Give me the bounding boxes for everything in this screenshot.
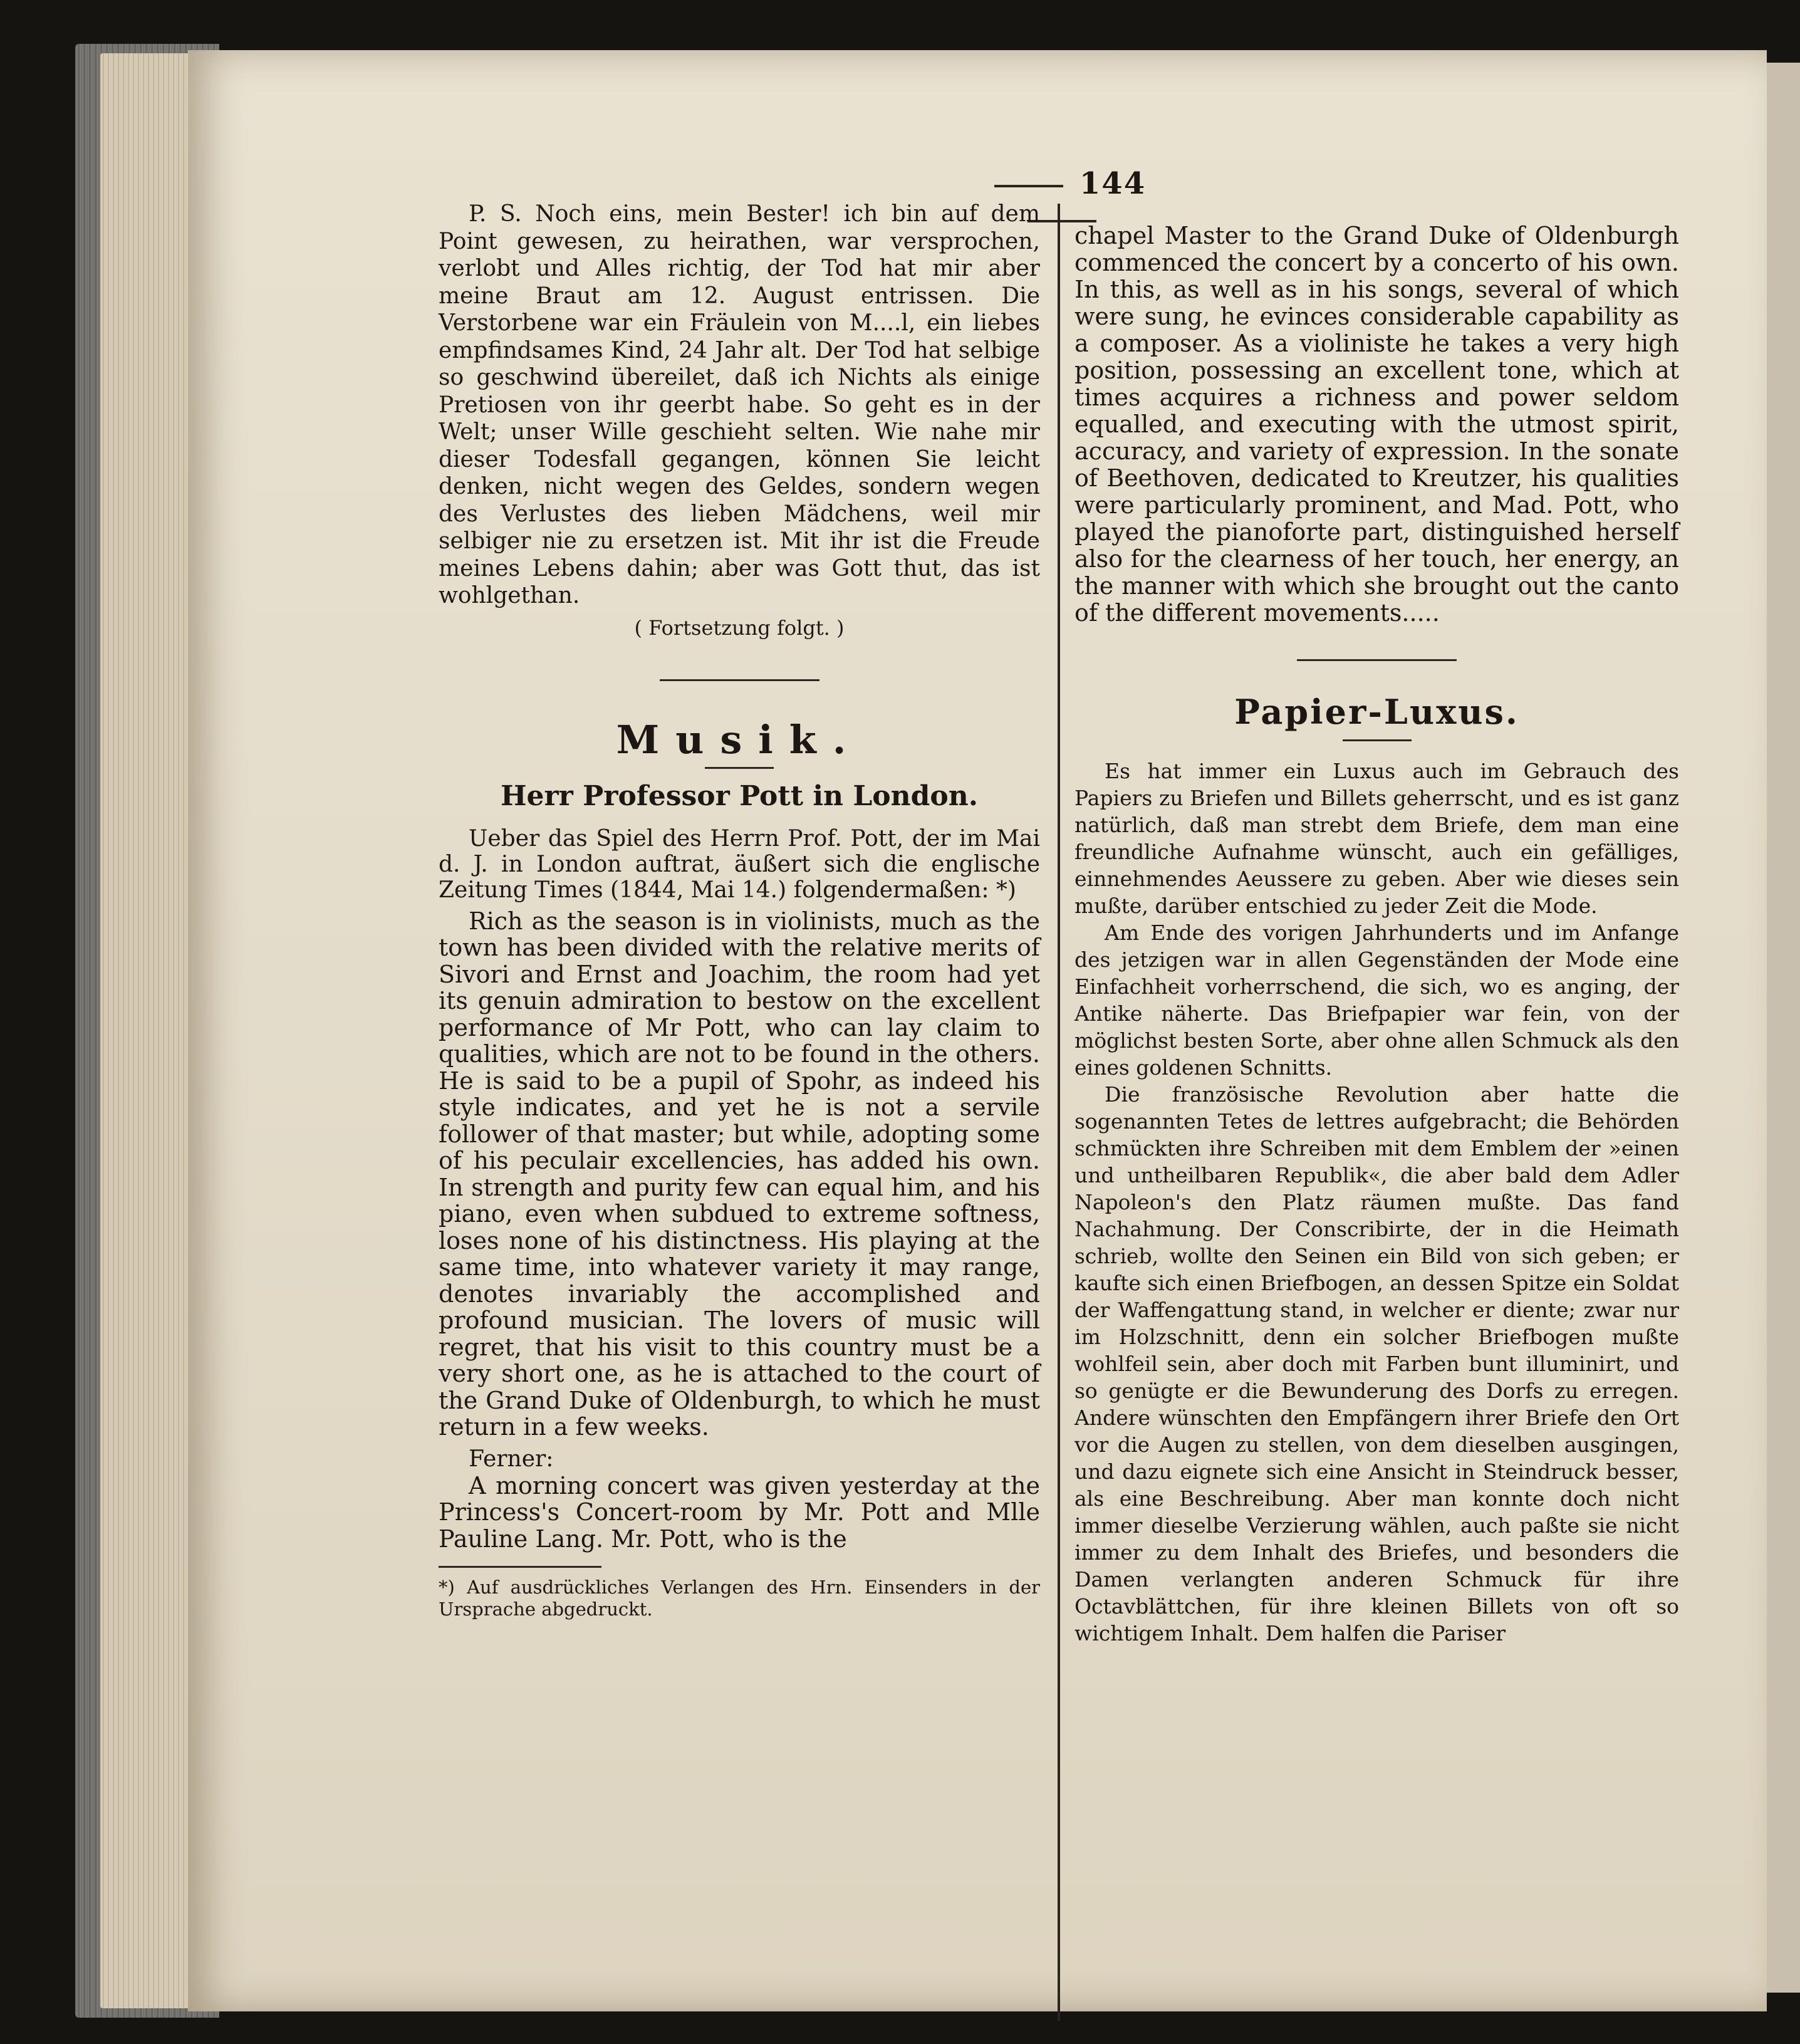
papier-paragraph-3: Die französische Revolution aber hatte die sogenannten Tetes de lettres aufgebracht; die Behörden schmückten ihre Schreiben mit dem Emblem der »einen und untheilbaren Republik«, die aber bald dem Adler Napoleon's den Platz räumen mußte. Das fand Nachahmung. Der Conscribirte, der in die Heimath schrieb, wollte den Seinen ein Bild von sich geben; er kaufte sich einen Briefbogen, an dessen Spitze ein Soldat der Waffengattung stand, in welcher er diente; zwar nur im Holzschnitt, denn ein solcher Briefbogen mußte wohlfeil sein, aber doch mit Farben bunt illuminirt, und so genügte er die Bewunderung des Dorfs zu erregen. Andere wünschten den Empfängern ihrer Briefe den Ort vor die Augen zu stellen, von dem dieselben ausgingen, und dazu eignete sich eine Ansicht in Steindruck besser, als eine Beschreibung. Aber man konnte doch nicht immer dieselbe Verzierung wählen, auch paßte sie nicht immer zu dem Inhalt des Briefes, und besonders die Damen verlangten anderen Schmuck für ihre Octavblättchen, für ihre kleinen Billets von oft so wichtigem Inhalt. Dem halfen die Pariser: [1074, 1082, 1679, 1645]
page-number: 144: [1079, 166, 1147, 201]
continuation-note: ( Fortsetzung folgt. ): [634, 615, 845, 640]
intro-paragraph: Ueber das Spiel des Herrn Prof. Pott, der im Mai d. J. in London auftrat, äußert sich die englische Zeitung Times (1844, Mai 14.) folgendermaßen: *): [439, 825, 1040, 903]
footnote: *) Auf ausdrückliches Verlangen des Hrn. Einsenders in der Ursprache abgedruckt.: [439, 1577, 1040, 1620]
ferner-label: Ferner:: [469, 1446, 554, 1472]
footnote-rule: [439, 1566, 601, 1568]
english-paragraph-1: Rich as the season is in violinists, much as the town has been divided with the relative merits of Sivori and Ernst and Joachim, the room had yet its genuin admiration to bestow on the excellent performance of Mr Pott, who can lay claim to qualities, which are not to be found in the others. He is said to be a pupil of Spohr, as indeed his style indicates, and yet he is not a servile follower of that master; but while, adopting some of his peculair excellencies, has added his own. In strength and purity few can equal him, and his piano, even when subdued to extreme softness, loses none of his distinctness. His playing at the same time, into whatever variety it may range, denotes invariably the accomplished and profound musician. The lovers of music will regret, that his visit to this country must be a very short one, as he is attached to the court of the Grand Duke of Oldenburgh, to which he must return in a few weeks.: [439, 907, 1040, 1441]
english-paragraph-2: A morning concert was given yesterday at the Princess's Concert-room by Mr. Pott and Mlle Pauline Lang. Mr. Pott, who is the: [439, 1471, 1040, 1553]
papier-title-underline: [1343, 739, 1412, 741]
right-column: [1074, 222, 1679, 1647]
papier-paragraph-1: Es hat immer ein Luxus auch im Gebrauch des Papiers zu Briefen und Billets geherrscht, und es ist ganz natürlich, daß man strebt dem Briefe, dem man eine freundliche Aufnahme wünscht, auch ein gefälliges, einnehmendes Aeussere zu geben. Aber wie dieses sein mußte, darüber entschied zu jeder Zeit die Mode.: [1074, 759, 1679, 918]
title-underline-rule: [705, 767, 774, 769]
column-divider: [1058, 204, 1060, 2021]
ps-paragraph: P. S. Noch eins, mein Bester! ich bin auf dem Point gewesen, zu heirathen, war versprochen, verlobt und Alles richtig, der Tod hat mir aber meine Braut am 12. August entrissen. Die Verstorbene war ein Fräulein von M....l, ein liebes empfindsames Kind, 24 Jahr alt. Der Tod hat selbige so geschwind übereilet, daß ich Nichts als einige Pretiosen von ihr geerbt habe. So geht es in der Welt; unser Wille geschieht selten. Wie nahe mir dieser Todesfall gegangen, können Sie leicht denken, nicht wegen des Geldes, sondern wegen des Verlustes des lieben Mädchens, weil mir selbiger nie zu ersetzen ist. Mit ihr ist die Freude meines Lebens dahin; aber was Gott thut, das ist wohlgethan.: [439, 201, 1040, 608]
section-title-musik: Musik.: [616, 716, 863, 763]
section-separator-rule-right: [1297, 659, 1457, 661]
article-title-papier-luxus: Papier-Luxus.: [1234, 692, 1519, 732]
next-page-edge: [1767, 63, 1800, 1993]
section-separator-rule: [660, 679, 819, 681]
article-title-pott: Herr Professor Pott in London.: [500, 780, 979, 812]
left-column: [439, 201, 1040, 1620]
papier-paragraph-2: Am Ende des vorigen Jahrhunderts und im Anfange des jetzigen war in allen Gegenständen der Mode eine Einfachheit vorherrschend, die sich, wo es anging, der Antike näherte. Das Briefpapier war fein, von der möglichst besten Sorte, aber ohne allen Schmuck als den eines goldenen Schnitts.: [1074, 920, 1679, 1080]
english-continuation: chapel Master to the Grand Duke of Oldenburgh commenced the concert by a concerto of his own. In this, as well as in his songs, several of which were sung, he evinces considerable capability as a composer. As a violiniste he takes a very high position, possessing an excellent tone, which at times acquires a richness and power seldom equalled, and executing with the utmost spirit, accuracy, and variety of expression. In the sonate of Beethoven, dedicated to Kreutzer, his qualities were particularly prominent, and Mad. Pott, who played the pianoforte part, distinguished herself also for the clearness of her touch, her energy, an the manner with which she brought out the canto of the different movements.....: [1074, 222, 1679, 627]
page-stack-edge: [100, 53, 194, 2008]
header-dash-left: [994, 185, 1063, 187]
